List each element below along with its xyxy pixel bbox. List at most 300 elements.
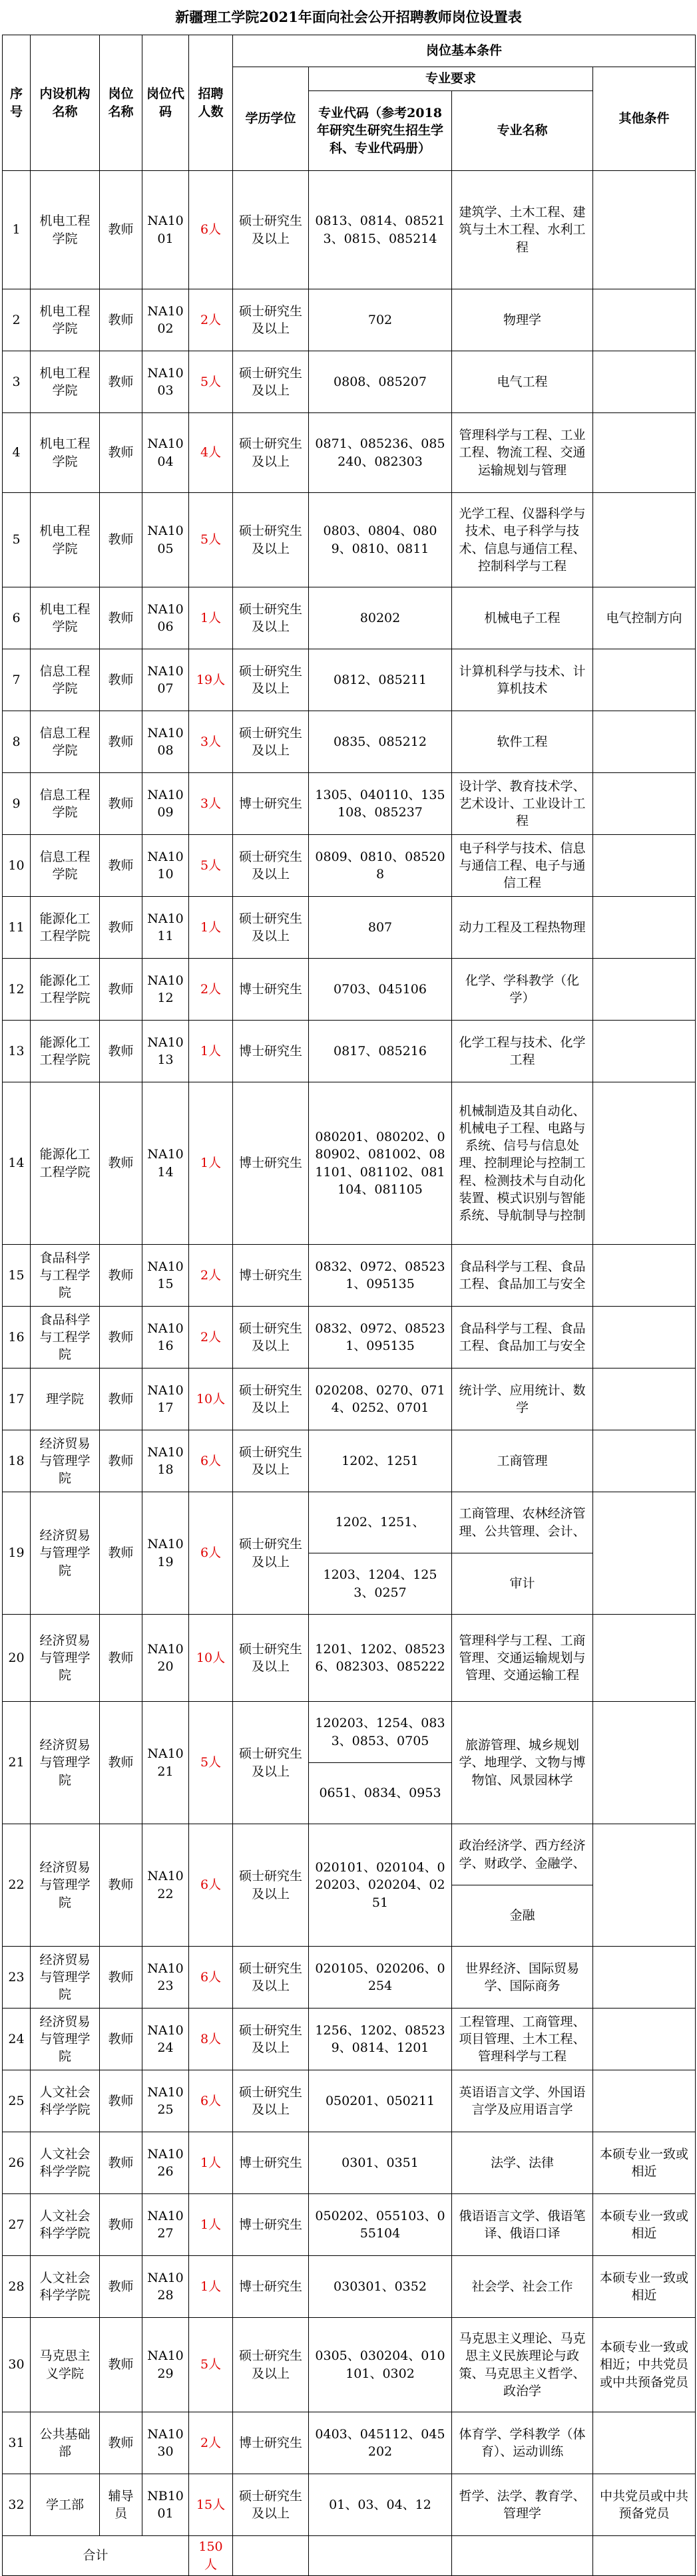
dept-cell: 机电工程学院 — [31, 413, 100, 493]
code-cell: NA1011 — [142, 897, 189, 959]
major-name-cell: 哲学、法学、教育学、管理学 — [452, 2474, 593, 2536]
table-row — [3, 1082, 696, 1245]
major-code-cell: 120203、1254、0833、0853、0705 — [309, 1702, 452, 1763]
code-cell: NA1020 — [142, 1615, 189, 1702]
table-row — [3, 289, 696, 351]
page-title: 新疆理工学院2021年面向社会公开招聘教师岗位设置表 — [175, 9, 522, 25]
seq-cell: 9 — [3, 773, 31, 835]
empty-cell — [309, 2536, 452, 2576]
table-row — [3, 2009, 696, 2070]
count-cell: 6人 — [189, 171, 233, 289]
dept-cell: 机电工程学院 — [31, 289, 100, 351]
seq-cell: 3 — [3, 351, 31, 413]
code-cell: NA1016 — [142, 1307, 189, 1368]
major-name-cell: 化学工程与技术、化学工程 — [452, 1021, 593, 1082]
code-cell: NA1019 — [142, 1492, 189, 1615]
code-cell: NA1013 — [142, 1021, 189, 1082]
table-row — [3, 897, 696, 959]
major-name-cell: 工商管理、农林经济管理、公共管理、会计、 — [452, 1492, 593, 1553]
dept-cell: 人文社会科学学院 — [31, 2194, 100, 2256]
post-cell: 教师 — [100, 1430, 142, 1492]
post-cell: 教师 — [100, 1307, 142, 1368]
post-cell: 教师 — [100, 959, 142, 1021]
major-name-cell: 世界经济、国际贸易学、国际商务 — [452, 1947, 593, 2009]
table-row — [3, 2318, 696, 2412]
code-cell: NA1027 — [142, 2194, 189, 2256]
table-row — [3, 587, 696, 649]
count-cell: 3人 — [189, 773, 233, 835]
dept-cell: 学工部 — [31, 2474, 100, 2536]
major-name-cell: 金融 — [452, 1885, 593, 1947]
count-cell: 10人 — [189, 1615, 233, 1702]
count-cell: 6人 — [189, 1824, 233, 1947]
post-cell: 教师 — [100, 1082, 142, 1245]
other-cell — [593, 1702, 696, 1824]
post-cell: 教师 — [100, 351, 142, 413]
seq-cell: 5 — [3, 493, 31, 587]
major-code-cell: 0809、0810、085208 — [309, 835, 452, 897]
major-code-cell: 0305、030204、010101、0302 — [309, 2318, 452, 2412]
header-major-code: 专业代码（参考2018年研究生研究生招生学科、专业代码册） — [309, 91, 452, 171]
seq-cell: 12 — [3, 959, 31, 1021]
code-cell: NA1025 — [142, 2070, 189, 2132]
code-cell: NA1010 — [142, 835, 189, 897]
major-name-cell: 物理学 — [452, 289, 593, 351]
table-row — [3, 2132, 696, 2194]
other-cell: 本硕专业一致或相近；中共党员或中共预备党员 — [593, 2318, 696, 2412]
major-code-cell: 0808、085207 — [309, 351, 452, 413]
major-name-cell: 社会学、社会工作 — [452, 2256, 593, 2318]
other-cell — [593, 711, 696, 773]
dept-cell: 经济贸易与管理学院 — [31, 1947, 100, 2009]
count-cell: 2人 — [189, 1307, 233, 1368]
count-cell: 2人 — [189, 1245, 233, 1307]
major-code-cell: 0301、0351 — [309, 2132, 452, 2194]
other-cell — [593, 493, 696, 587]
edu-cell: 硕士研究生及以上 — [233, 289, 309, 351]
code-cell: NB1001 — [142, 2474, 189, 2536]
major-name-cell: 机械电子工程 — [452, 587, 593, 649]
header-count: 招聘人数 — [189, 35, 233, 171]
major-code-cell: 80202 — [309, 587, 452, 649]
other-cell — [593, 959, 696, 1021]
seq-cell: 20 — [3, 1615, 31, 1702]
seq-cell: 11 — [3, 897, 31, 959]
dept-cell: 机电工程学院 — [31, 587, 100, 649]
count-cell: 4人 — [189, 413, 233, 493]
major-code-cell: 0803、0804、0809、0810、0811 — [309, 493, 452, 587]
empty-cell — [233, 2536, 309, 2576]
major-name-cell: 管理科学与工程、工商管理、交通运输规划与管理、交通运输工程 — [452, 1615, 593, 1702]
post-cell: 教师 — [100, 413, 142, 493]
table-row — [3, 1824, 696, 1885]
header-major-name: 专业名称 — [452, 91, 593, 171]
table-row — [3, 2256, 696, 2318]
post-cell: 教师 — [100, 711, 142, 773]
dept-cell: 经济贸易与管理学院 — [31, 2009, 100, 2070]
table-row — [3, 1368, 696, 1430]
table-row — [3, 1947, 696, 2009]
seq-cell: 32 — [3, 2474, 31, 2536]
count-cell: 6人 — [189, 1947, 233, 2009]
dept-cell: 能源化工工程学院 — [31, 959, 100, 1021]
edu-cell: 硕士研究生及以上 — [233, 2318, 309, 2412]
count-cell: 1人 — [189, 587, 233, 649]
post-cell: 教师 — [100, 1492, 142, 1615]
dept-cell: 经济贸易与管理学院 — [31, 1615, 100, 1702]
edu-cell: 硕士研究生及以上 — [233, 2474, 309, 2536]
seq-cell: 28 — [3, 2256, 31, 2318]
major-name-cell: 计算机科学与技术、计算机技术 — [452, 649, 593, 711]
code-cell: NA1005 — [142, 493, 189, 587]
major-name-cell: 统计学、应用统计、数学 — [452, 1368, 593, 1430]
seq-cell: 16 — [3, 1307, 31, 1368]
major-code-cell: 0817、085216 — [309, 1021, 452, 1082]
edu-cell: 博士研究生 — [233, 1082, 309, 1245]
seq-cell: 7 — [3, 649, 31, 711]
edu-cell: 硕士研究生及以上 — [233, 351, 309, 413]
major-name-cell: 法学、法律 — [452, 2132, 593, 2194]
dept-cell: 经济贸易与管理学院 — [31, 1824, 100, 1947]
post-cell: 教师 — [100, 289, 142, 351]
post-cell: 教师 — [100, 2318, 142, 2412]
count-cell: 5人 — [189, 351, 233, 413]
header-dept: 内设机构名称 — [31, 35, 100, 171]
post-cell: 教师 — [100, 171, 142, 289]
table-row — [3, 1615, 696, 1702]
seq-cell: 17 — [3, 1368, 31, 1430]
dept-cell: 公共基础部 — [31, 2412, 100, 2474]
major-name-cell: 食品科学与工程、食品工程、食品加工与安全 — [452, 1245, 593, 1307]
code-cell: NA1008 — [142, 711, 189, 773]
count-cell: 2人 — [189, 289, 233, 351]
code-cell: NA1001 — [142, 171, 189, 289]
major-name-cell: 政治经济学、西方经济学、财政学、金融学、 — [452, 1824, 593, 1885]
major-name-cell: 工商管理 — [452, 1430, 593, 1492]
dept-cell: 能源化工工程学院 — [31, 1082, 100, 1245]
dept-cell: 能源化工工程学院 — [31, 897, 100, 959]
edu-cell: 博士研究生 — [233, 959, 309, 1021]
dept-cell: 经济贸易与管理学院 — [31, 1430, 100, 1492]
seq-cell: 22 — [3, 1824, 31, 1947]
post-cell: 教师 — [100, 1245, 142, 1307]
other-cell — [593, 1307, 696, 1368]
major-name-cell: 旅游管理、城乡规划学、地理学、文物与博物馆、风景园林学 — [452, 1702, 593, 1824]
dept-cell: 人文社会科学学院 — [31, 2256, 100, 2318]
edu-cell: 硕士研究生及以上 — [233, 1492, 309, 1615]
other-cell — [593, 1245, 696, 1307]
dept-cell: 理学院 — [31, 1368, 100, 1430]
major-code-cell: 702 — [309, 289, 452, 351]
empty-cell — [452, 2536, 593, 2576]
major-name-cell: 动力工程及工程热物理 — [452, 897, 593, 959]
post-cell: 辅导员 — [100, 2474, 142, 2536]
total-label: 合计 — [3, 2536, 189, 2576]
table-row — [3, 413, 696, 493]
edu-cell: 硕士研究生及以上 — [233, 1615, 309, 1702]
code-cell: NA1026 — [142, 2132, 189, 2194]
header-edu: 学历学位 — [233, 67, 309, 171]
major-code-cell: 0703、045106 — [309, 959, 452, 1021]
post-cell: 教师 — [100, 897, 142, 959]
other-cell: 本硕专业一致或相近 — [593, 2256, 696, 2318]
seq-cell: 26 — [3, 2132, 31, 2194]
count-cell: 5人 — [189, 835, 233, 897]
code-cell: NA1009 — [142, 773, 189, 835]
major-name-cell: 审计 — [452, 1553, 593, 1615]
seq-cell: 19 — [3, 1492, 31, 1615]
header-other: 其他条件 — [593, 67, 696, 171]
edu-cell: 硕士研究生及以上 — [233, 587, 309, 649]
major-code-cell: 807 — [309, 897, 452, 959]
major-code-cell: 1202、1251、 — [309, 1492, 452, 1553]
table-row — [3, 835, 696, 897]
table-row — [3, 711, 696, 773]
edu-cell: 硕士研究生及以上 — [233, 1430, 309, 1492]
count-cell: 3人 — [189, 711, 233, 773]
header-basic-conditions: 岗位基本条件 — [233, 35, 696, 67]
seq-cell: 2 — [3, 289, 31, 351]
dept-cell: 信息工程学院 — [31, 649, 100, 711]
post-cell: 教师 — [100, 1824, 142, 1947]
code-cell: NA1015 — [142, 1245, 189, 1307]
major-code-cell: 1305、040110、135108、085237 — [309, 773, 452, 835]
post-cell: 教师 — [100, 1947, 142, 2009]
edu-cell: 硕士研究生及以上 — [233, 1368, 309, 1430]
major-name-cell: 工程管理、工商管理、项目管理、土木工程、管理科学与工程 — [452, 2009, 593, 2070]
post-cell: 教师 — [100, 773, 142, 835]
table-row — [3, 2474, 696, 2536]
major-code-cell: 0651、0834、0953 — [309, 1763, 452, 1824]
code-cell: NA1003 — [142, 351, 189, 413]
dept-cell: 信息工程学院 — [31, 711, 100, 773]
table-row — [3, 1307, 696, 1368]
count-cell: 8人 — [189, 2009, 233, 2070]
other-cell — [593, 1368, 696, 1430]
post-cell: 教师 — [100, 493, 142, 587]
other-cell: 电气控制方向 — [593, 587, 696, 649]
count-cell: 10人 — [189, 1368, 233, 1430]
post-cell: 教师 — [100, 1615, 142, 1702]
major-code-cell: 050201、050211 — [309, 2070, 452, 2132]
edu-cell: 硕士研究生及以上 — [233, 711, 309, 773]
edu-cell: 硕士研究生及以上 — [233, 2070, 309, 2132]
edu-cell: 硕士研究生及以上 — [233, 171, 309, 289]
table-row — [3, 1245, 696, 1307]
major-name-cell: 体育学、学科教学（体育）、运动训练 — [452, 2412, 593, 2474]
dept-cell: 机电工程学院 — [31, 171, 100, 289]
dept-cell: 马克思主义学院 — [31, 2318, 100, 2412]
major-code-cell: 1256、1202、085239、0814、1201 — [309, 2009, 452, 2070]
post-cell: 教师 — [100, 2132, 142, 2194]
count-cell: 1人 — [189, 2194, 233, 2256]
count-cell: 5人 — [189, 1702, 233, 1824]
edu-cell: 博士研究生 — [233, 2132, 309, 2194]
code-cell: NA1014 — [142, 1082, 189, 1245]
other-cell — [593, 2070, 696, 2132]
table-row — [3, 493, 696, 587]
count-cell: 1人 — [189, 1082, 233, 1245]
other-cell — [593, 1021, 696, 1082]
post-cell: 教师 — [100, 1021, 142, 1082]
code-cell: NA1002 — [142, 289, 189, 351]
major-code-cell: 0832、0972、085231、095135 — [309, 1307, 452, 1368]
recruitment-table — [2, 35, 696, 2576]
header-major-req: 专业要求 — [309, 67, 593, 91]
seq-cell: 13 — [3, 1021, 31, 1082]
other-cell — [593, 1082, 696, 1245]
code-cell: NA1023 — [142, 1947, 189, 2009]
other-cell: 本硕专业一致或相近 — [593, 2194, 696, 2256]
major-name-cell: 英语语言文学、外国语言学及应用语言学 — [452, 2070, 593, 2132]
dept-cell: 能源化工工程学院 — [31, 1021, 100, 1082]
table-row — [3, 2070, 696, 2132]
major-code-cell: 020105、020206、0254 — [309, 1947, 452, 2009]
major-code-cell: 1203、1204、1253、0257 — [309, 1553, 452, 1615]
table-row — [3, 649, 696, 711]
count-cell: 6人 — [189, 2070, 233, 2132]
seq-cell: 27 — [3, 2194, 31, 2256]
total-count: 150人 — [189, 2536, 233, 2576]
seq-cell: 15 — [3, 1245, 31, 1307]
post-cell: 教师 — [100, 2009, 142, 2070]
count-cell: 2人 — [189, 959, 233, 1021]
count-cell: 5人 — [189, 493, 233, 587]
code-cell: NA1021 — [142, 1702, 189, 1824]
dept-cell: 信息工程学院 — [31, 835, 100, 897]
other-cell — [593, 897, 696, 959]
seq-cell: 1 — [3, 171, 31, 289]
other-cell: 中共党员或中共预备党员 — [593, 2474, 696, 2536]
table-row — [3, 2412, 696, 2474]
seq-cell: 24 — [3, 2009, 31, 2070]
seq-cell: 10 — [3, 835, 31, 897]
other-cell — [593, 2009, 696, 2070]
edu-cell: 硕士研究生及以上 — [233, 649, 309, 711]
other-cell — [593, 289, 696, 351]
post-cell: 教师 — [100, 1702, 142, 1824]
count-cell: 2人 — [189, 2412, 233, 2474]
count-cell: 1人 — [189, 1021, 233, 1082]
edu-cell: 博士研究生 — [233, 2412, 309, 2474]
dept-cell: 信息工程学院 — [31, 773, 100, 835]
major-name-cell: 电子科学与技术、信息与通信工程、电子与通信工程 — [452, 835, 593, 897]
dept-cell: 经济贸易与管理学院 — [31, 1702, 100, 1824]
edu-cell: 博士研究生 — [233, 1245, 309, 1307]
post-cell: 教师 — [100, 1368, 142, 1430]
other-cell — [593, 1430, 696, 1492]
count-cell: 1人 — [189, 897, 233, 959]
dept-cell: 机电工程学院 — [31, 351, 100, 413]
count-cell: 19人 — [189, 649, 233, 711]
edu-cell: 硕士研究生及以上 — [233, 1702, 309, 1824]
code-cell: NA1030 — [142, 2412, 189, 2474]
edu-cell: 硕士研究生及以上 — [233, 835, 309, 897]
major-code-cell: 1201、1202、085236、082303、085222 — [309, 1615, 452, 1702]
other-cell — [593, 2412, 696, 2474]
other-cell — [593, 1492, 696, 1615]
table-row — [3, 1430, 696, 1492]
edu-cell: 硕士研究生及以上 — [233, 1824, 309, 1947]
dept-cell: 食品科学与工程学院 — [31, 1245, 100, 1307]
edu-cell: 博士研究生 — [233, 1021, 309, 1082]
major-name-cell: 建筑学、土木工程、建筑与土木工程、水利工程 — [452, 171, 593, 289]
major-code-cell: 0871、085236、085240、082303 — [309, 413, 452, 493]
table-row — [3, 351, 696, 413]
edu-cell: 硕士研究生及以上 — [233, 2009, 309, 2070]
major-name-cell: 化学、学科教学（化学） — [452, 959, 593, 1021]
edu-cell: 博士研究生 — [233, 773, 309, 835]
major-name-cell: 机械制造及其自动化、机械电子工程、电路与系统、信号与信息处理、控制理论与控制工程、检测技术与自动化装置、模式识别与智能系统、导航制导与控制 — [452, 1082, 593, 1245]
code-cell: NA1028 — [142, 2256, 189, 2318]
seq-cell: 25 — [3, 2070, 31, 2132]
post-cell: 教师 — [100, 2256, 142, 2318]
other-cell — [593, 1615, 696, 1702]
header-row-1 — [3, 35, 696, 67]
code-cell: NA1007 — [142, 649, 189, 711]
count-cell: 6人 — [189, 1492, 233, 1615]
dept-cell: 经济贸易与管理学院 — [31, 1492, 100, 1615]
edu-cell: 硕士研究生及以上 — [233, 1307, 309, 1368]
post-cell: 教师 — [100, 2412, 142, 2474]
count-cell: 5人 — [189, 2318, 233, 2412]
count-cell: 6人 — [189, 1430, 233, 1492]
table-row — [3, 2194, 696, 2256]
seq-cell: 21 — [3, 1702, 31, 1824]
seq-cell: 14 — [3, 1082, 31, 1245]
major-code-cell: 0812、085211 — [309, 649, 452, 711]
major-name-cell: 马克思主义理论、马克思主义民族理论与政策、马克思主义哲学、政治学 — [452, 2318, 593, 2412]
seq-cell: 31 — [3, 2412, 31, 2474]
major-name-cell: 俄语语言文学、俄语笔译、俄语口译 — [452, 2194, 593, 2256]
other-cell — [593, 351, 696, 413]
other-cell — [593, 1824, 696, 1947]
edu-cell: 博士研究生 — [233, 2256, 309, 2318]
other-cell — [593, 1947, 696, 2009]
edu-cell: 硕士研究生及以上 — [233, 1947, 309, 2009]
major-code-cell: 0813、0814、085213、0815、085214 — [309, 171, 452, 289]
count-cell: 1人 — [189, 2132, 233, 2194]
table-row — [3, 1492, 696, 1553]
dept-cell: 食品科学与工程学院 — [31, 1307, 100, 1368]
seq-cell: 6 — [3, 587, 31, 649]
code-cell: NA1024 — [142, 2009, 189, 2070]
edu-cell: 博士研究生 — [233, 2194, 309, 2256]
table-row — [3, 1702, 696, 1763]
major-code-cell: 01、03、04、12 — [309, 2474, 452, 2536]
seq-cell: 4 — [3, 413, 31, 493]
header-seq: 序号 — [3, 35, 31, 171]
other-cell — [593, 413, 696, 493]
count-cell: 1人 — [189, 2256, 233, 2318]
other-cell — [593, 835, 696, 897]
seq-cell: 23 — [3, 1947, 31, 2009]
major-code-cell: 050202、055103、055104 — [309, 2194, 452, 2256]
post-cell: 教师 — [100, 649, 142, 711]
count-cell: 15人 — [189, 2474, 233, 2536]
table-row — [3, 959, 696, 1021]
post-cell: 教师 — [100, 835, 142, 897]
code-cell: NA1012 — [142, 959, 189, 1021]
other-cell — [593, 649, 696, 711]
total-row — [3, 2536, 696, 2576]
dept-cell: 机电工程学院 — [31, 493, 100, 587]
other-cell: 本硕专业一致或相近 — [593, 2132, 696, 2194]
edu-cell: 硕士研究生及以上 — [233, 897, 309, 959]
table-row — [3, 171, 696, 289]
major-name-cell: 管理科学与工程、工业工程、物流工程、交通运输规划与管理 — [452, 413, 593, 493]
empty-cell — [593, 2536, 696, 2576]
